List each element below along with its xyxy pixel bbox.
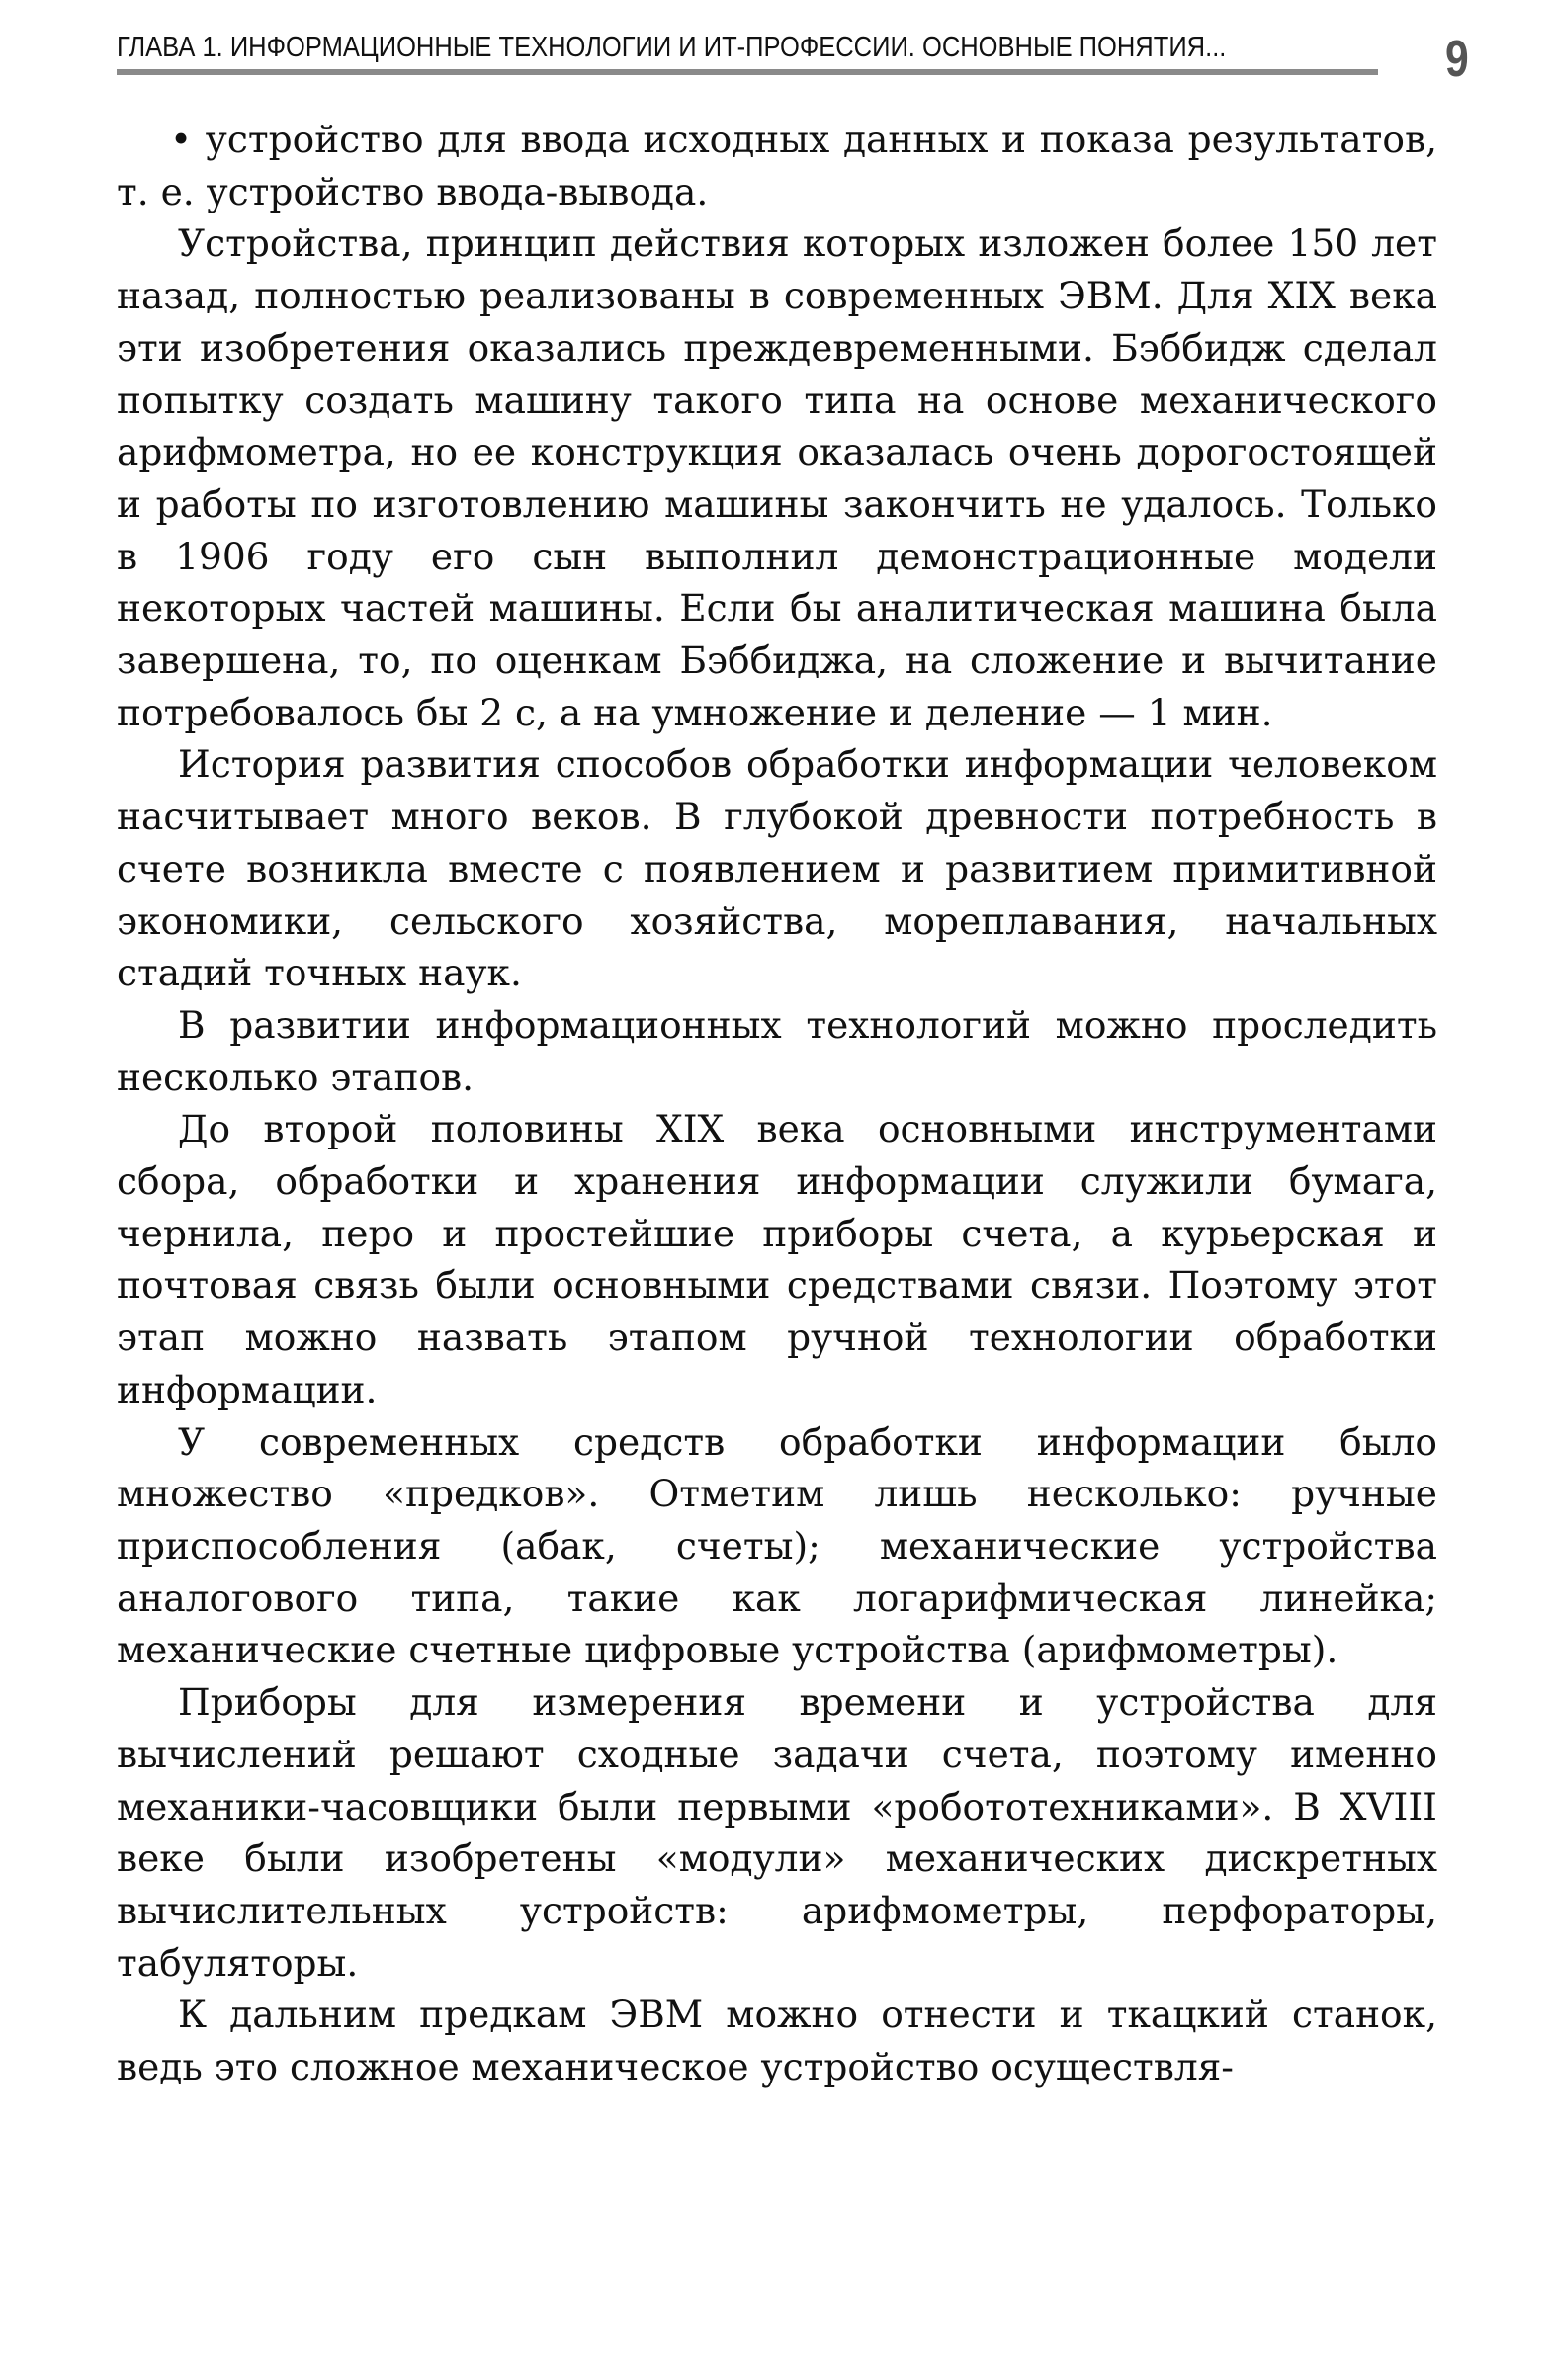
body-text [117, 114, 1437, 2093]
paragraph: Приборы для измерения времени и устройства для вычислений решают сходные задачи счета, поэтому именно механики-часовщики были первыми «робототехниками». В XVIII веке были изобретены «модули» механических дискретных вычислительных устройств: арифмометры, перфораторы, табуляторы. [117, 1680, 1437, 1985]
paragraph: История развития способов обработки информации человеком насчитывает много веков. В глубокой древности потребность в счете возникла вместе с появлением и развитием примитивной экономики, сельского хозяйства, мореплавания, начальных стадий точных наук. [117, 742, 1437, 995]
paragraph: К дальним предкам ЭВМ можно отнести и ткацкий станок, ведь это сложное механическое устройство осуществля- [117, 1993, 1437, 2089]
chapter-title: ГЛАВА 1. ИНФОРМАЦИОННЫЕ ТЕХНОЛОГИИ И ИТ-ПРОФЕССИИ. ОСНОВНЫЕ ПОНЯТИЯ... [117, 32, 1227, 63]
paragraph: У современных средств обработки информации было множество «предков». Отметим лишь несколько: ручные приспособления (абак, счеты); механические устройства аналогового типа, такие как логарифмическая линейка; механические счетные цифровые устройства (арифмометры). [117, 1419, 1437, 1672]
running-header [117, 30, 1374, 79]
list-item: • устройство для ввода исходных данных и показа результатов, т. е. устройство ввода-вывода. [117, 118, 1437, 213]
header-rule [117, 69, 1378, 75]
paragraph: До второй половины XIX века основными инструментами сбора, обработки и хранения информации служили бумага, чернила, перо и простейшие приборы счета, а курьерская и почтовая связь были основными средствами связи. Поэтому этот этап можно назвать этапом ручной технологии обработки информации. [117, 1107, 1437, 1411]
paragraph: Устройства, принцип действия которых изложен более 150 лет назад, полностью реализованы в современных ЭВМ. Для XIX века эти изобретения оказались преждевременными. Бэббидж сделал попытку создать машину такого типа на основе механического арифмометра, но ее конструкция оказалась очень дорогостоящей и работы по изготовлению машины закончить не удалось. Только в 1906 году его сын выполнил демонстрационные модели некоторых частей машины. Если бы аналитическая машина была завершена, то, по оценкам Бэббиджа, на сложение и вычитание потребовалось бы 2 с, а на умножение и деление — 1 мин. [117, 221, 1437, 734]
page-number: 9 [1445, 31, 1469, 88]
paragraph: В развитии информационных технологий можно проследить несколько этапов. [117, 1002, 1437, 1099]
